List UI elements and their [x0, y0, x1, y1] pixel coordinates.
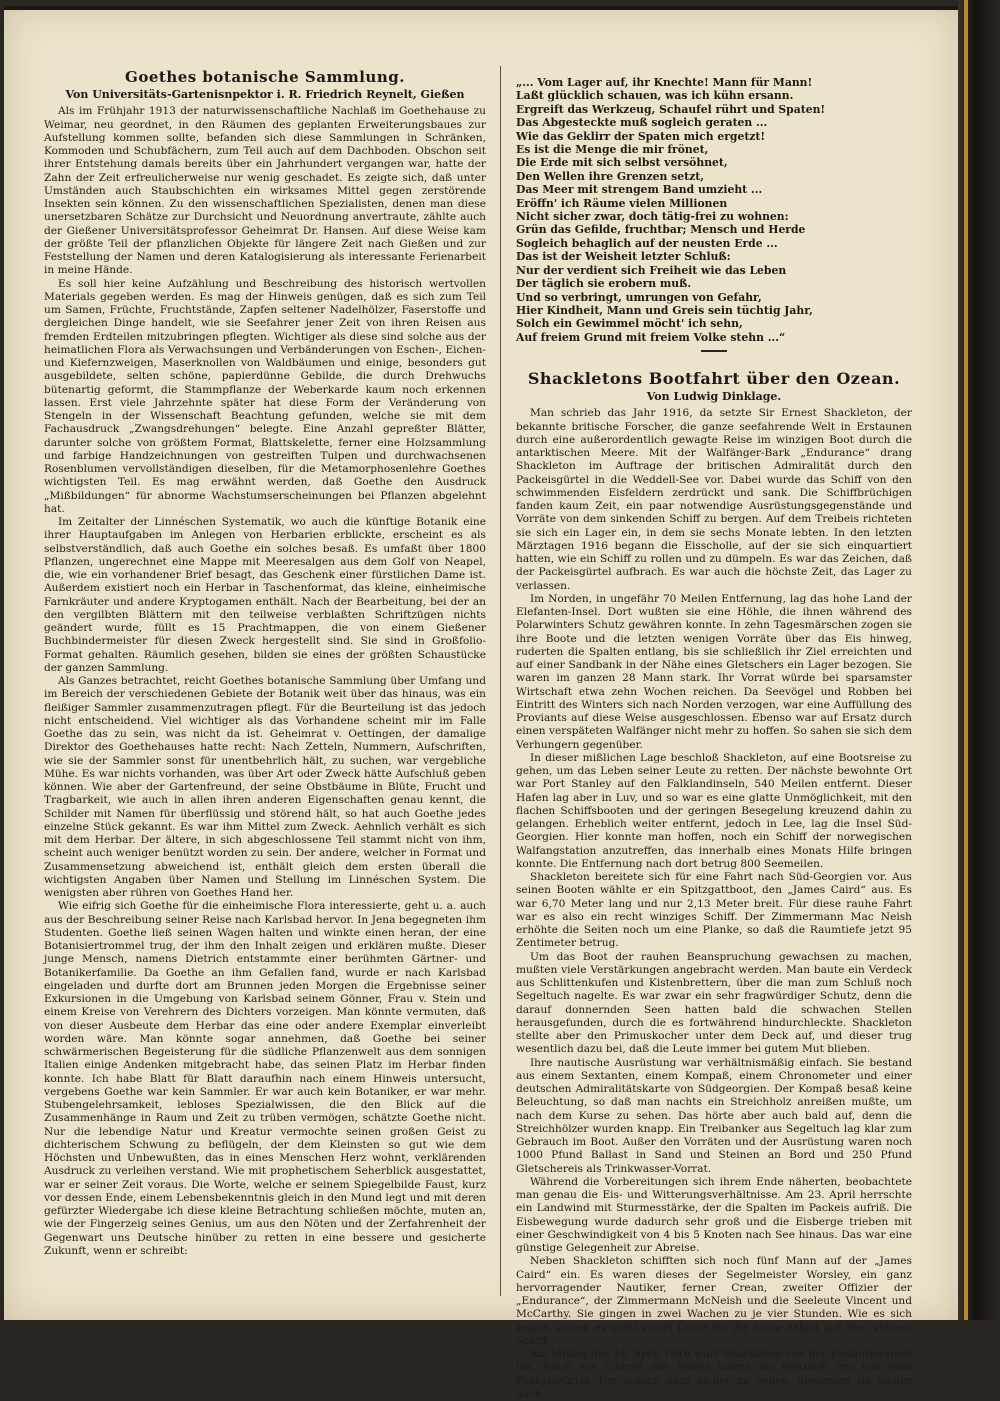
poem-line: Sogleich behaglich auf der neusten Erde ... — [516, 236, 778, 250]
article-title-shackleton: Shackletons Bootfahrt über den Ozean. — [527, 369, 901, 389]
poem-line: Die Erde mit sich selbst versöhnet, — [516, 156, 728, 170]
right-column — [516, 76, 912, 1401]
poem-line: Solch ein Gewimmel möcht' ich sehn, — [516, 317, 743, 331]
paragraph: Als Ganzes betrachtet, reicht Goethes botanische Sammlung über Umfang und im Bereich der verschiedenen Gebiete der Botanik weit über das hinaus, was ein fleißiger Sammler zusammenzutragen pflegt. Für die Beurteilung ist das jedoch nicht entscheidend. Viel wichtiger als das Vorhandene scheint mir im Falle Goethe das zu sein, was nicht da ist. Geheimrat v. Oettingen, der damalige Direktor des Goethehauses hatte recht: Nach Zetteln, Nummern, Aufschriften, wie sie der Sammler sonst für unentbehrlich hält, zu suchen, war vergebliche Mühe. Es war nichts vorhanden, was über Art oder Zweck hätte Aufschluß geben können. Wie aber der Gartenfreund, der seine Obstbäume in Blüte, Frucht und Tragbarkeit, wie auch in allen ihren anderen Eigenschaften genau kennt, die Schilder mit Namen für überflüssig und störend hält, so hat auch Goethe jedes einzelne Stück gekannt. Es war ihm Mittel zum Zweck. Aehnlich verhält es sich mit dem Herbar. Der ältere, in sich abgeschlossene Teil stammt nicht von ihm, scheint auch weniger benützt worden zu sein. Der andere, welcher in Format und Zusammensetzung abweichend ist, enthält gleich dem ersten überall die wichtigsten Angaben über Namen und Stellung im Linnéschen System. Die wenigsten aber rühren von Goethes Hand her. — [44, 675, 486, 899]
section-rule — [701, 350, 727, 352]
paragraph: Als im Frühjahr 1913 der naturwissenschaftliche Nachlaß im Goethehause zu Weimar, neu geordnet, in den Räumen des geplanten Erweiterungsbaues zur Aufstellung kommen sollte, befanden sich diese Sammlungen in Schränken, Kommoden und Schubfächern, zum Teil auch auf dem Dachboden. Obschon seit ihrer Entstehung damals bereits über ein Jahrhundert vergangen war, hatte der Zahn der Zeit erfreulicherweise nur wenig geschadet. Es zeigte sich, daß unter Umständen auch Staubschichten ein wirksames Mittel gegen zerstörende Insekten sein können. Zu den wissenschaftlichen Spezialisten, denen man diese unersetzbaren Schätze zur Durchsicht und Neuordnung anvertraute, zählte auch der Gießener Universitätsprofessor Geheimrat Dr. Hansen. Auf diese Weise kam der größte Teil der pflanzlichen Objekte für längere Zeit nach Gießen und zur Feststellung der Namen und deren Katalogisierung als interessante Ferienarbeit in meine Hände. — [44, 105, 486, 277]
newspaper-page — [4, 6, 958, 1400]
poem-line: Wie das Geklirr der Spaten mich ergetzt! — [516, 129, 766, 143]
poem-line: Auf freiem Grund mit freiem Volke stehn ...“ — [516, 330, 786, 344]
poem-line: Den Wellen ihre Grenzen setzt, — [516, 169, 704, 183]
article-byline-goethe: Von Universitäts-Gartenisnpektor i. R. Friedrich Reynelt, Gießen — [65, 88, 465, 101]
poem-line: „... Vom Lager auf, ihr Knechte! Mann für Mann! — [516, 76, 813, 89]
poem-line: Das Abgesteckte muß sogleich geraten ... — [516, 116, 768, 130]
paragraph: Um das Boot der rauhen Beanspruchung gewachsen zu machen, mußten viele Verstärkungen angebracht werden. Man baute ein Verdeck aus Schlittenkufen und Kistenbrettern, über die man zum Schluß noch Segeltuch nagelte. Es war zwar ein sehr fragwürdiger Schutz, denn die darauf donnernden Seen hatten bald die schwachen Stellen herausgefunden, durch die es fortwährend hindurchleckte. Shackleton stellte aber den Primuskocher unter dem Deck auf, und dieser trug wesentlich dazu bei, daß die Leute immer bei gutem Mut blieben. — [516, 950, 912, 1056]
article-title-goethe: Goethes botanische Sammlung. — [125, 68, 405, 86]
poem-line: Der täglich sie erobern muß. — [516, 277, 692, 291]
poem-line: Nur der verdient sich Freiheit wie das Leben — [516, 263, 787, 277]
poem-line: Das Meer mit strengem Band umzieht ... — [516, 183, 763, 197]
book-spine — [958, 0, 1000, 1320]
paragraph: Im Norden, in ungefähr 70 Meilen Entfernung, lag das hohe Land der Elefanten-Insel. Dort wußten sie eine Höhle, die ihnen während des Polarwinters Schutz gewähren konnte. In zehn Tagesmärschen zogen sie ihre Boote und die letzten wenigen Vorräte über das Eis hinweg, ruderten die Spalten entlang, bis sie schließlich ihr Ziel erreichten und auf einer Sandbank in der Nähe eines Gletschers ein Lager bezogen. Sie waren im ganzen 28 Mann stark. Ihr Vorrat würde bei sparsamster Wirtschaft etwa zehn Wochen reichen. Da Seevögel und Robben bei Eintritt des Winters sich nach Norden verzogen, war eine Auffüllung des Proviants auf diese Weise ausgeschlossen. Ebenso war auf Ersatz durch einen verspäteten Walfänger nicht mehr zu hoffen. So sahen sie sich dem Verhungern gegenüber. — [516, 592, 912, 751]
poem-line: Nicht sicher zwar, doch tätig-frei zu wohnen: — [516, 210, 789, 224]
left-column — [44, 68, 486, 1258]
paragraph: Am Mittag des 24. April 1916 warf Shackleton von der Elefanten-Insel los. Noch vor Eintritt der Nacht waren sie gänzlich frei von dem Packeisgürtel. Um jedoch ganz sicher zu gehen, steuerten sie weiter nach — [516, 1348, 912, 1400]
paragraph: Ihre nautische Ausrüstung war verhältnismäßig einfach. Sie bestand aus einem Sextanten, einem Kompaß, einem Chronometer und einer deutschen Admiralitätskarte von Südgeorgien. Der Kompaß besaß keine Beleuchtung, so daß man nachts ein Streichholz anreißen mußte, um nach dem Kurse zu sehen. Das hörte aber auch bald auf, denn die Streichhölzer wurden knapp. Ein Treibanker aus Segeltuch lag klar zum Gebrauch im Boot. Außer den Vorräten und der Ausrüstung waren noch 1000 Pfund Ballast in Sand und Steinen an Bord und 250 Pfund Gletschereis als Trinkwasser-Vorrat. — [516, 1056, 912, 1175]
poem-line: Hier Kindheit, Mann und Greis sein tüchtig Jahr, — [516, 303, 813, 317]
paragraph: Man schrieb das Jahr 1916, da setzte Sir Ernest Shackleton, der bekannte britische Forscher, die ganze seefahrende Welt in Erstaunen durch eine außerordentlich gewagte Reise im winzigen Boot durch die antarktischen Meere. Mit der Walfänger-Bark „Endurance“ drang Shackleton im Auftrage der britischen Admiralität durch den Packeisgürtel in die Weddell-See vor. Dabei wurde das Schiff von den schwimmenden Eisfeldern zerdrückt und sank. Die Schiffbrüchigen fanden kaum Zeit, ein paar notwendige Ausrüstungsgegenstände und Vorräte von dem sinkenden Schiff zu bergen. Auf dem Treibeis richteten sie sich ein Lager ein, in dem sie sechs Monate lebten. In den letzten Märztagen 1916 begann die Eisscholle, auf der sie sich einquartiert hatten, wie ein Schiff zu rollen und zu dümpeln. Es war das Zeichen, daß der Packeisgürtel aufbrach. Es war auch die höchste Zeit, das Lager zu verlassen. — [516, 407, 912, 592]
poem-line: Und so verbringt, umrungen von Gefahr, — [516, 290, 762, 304]
paragraph: Wie eifrig sich Goethe für die einheimische Flora interessierte, geht u. a. auch aus der Beschreibung seiner Reise nach Karlsbad hervor. In Jena begegneten ihm Studenten. Goethe ließ seinen Wagen halten und winkte einen heran, der eine Botanisiertrommel trug, der ihm den Inhalt zeigen und erklären mußte. Dieser junge Mensch, namens Dietrich entstammte einer berühmten Gärtner- und Botanikerfamilie. Da Goethe an ihm Gefallen fand, wurde er nach Karlsbad eingeladen und durfte dort am Brunnen jeden Morgen die Ergebnisse seiner Exkursionen in die Umgebung von Karlsbad seinem Gönner, Frau v. Stein und einem Kreise von Verehrern des Dichters vorzeigen. Man könnte vermuten, daß von dieser Ausbeute dem Herbar das eine oder andere Exemplar einverleibt worden wäre. Man könnte sogar annehmen, daß Goethe bei seiner schwärmerischen Begeisterung für die südliche Pflanzenwelt aus dem sonnigen Italien einige Andenken mitgebracht habe, das seinen Platz im Herbar finden konnte. Ich habe Blatt für Blatt daraufhin nach einem Hinweis untersucht, vergebens Goethe war kein Sammler. Er war auch kein Botaniker, er war mehr. Stubengelehrsamkeit, lebloses Spezialwissen, die den Blick auf die Zusammenhänge in Raum und Zeit zu trüben vermögen, schätzte Goethe nicht. Nur die lebendige Natur und Kreatur vermochte seinen großen Geist zu dichterischem Schwung zu beflügeln, der dem Kleinsten so gut wie dem Höchsten und Unbewußten, das in eines Menschen Herz wohnt, verklärenden Ausdruck zu verleihen verstand. Wie mit prophetischem Seherblick ausgestattet, war er seiner Zeit voraus. Die Worte, welche er seinem Spiegelbilde Faust, kurz vor dessen Ende, einem Lebensbekenntnis gleich in den Mund legt und mit deren gefürzter Wiedergabe ich diese kleine Betrachtung schließen möchte, muten an, wie der Fingerzeig seines Genius, um aus den Nöten und der Zerfahrenheit der Gegenwart uns Deutsche hinüber zu retten in eine bessere und gesicherte Zukunft, wenn er schreibt: — [44, 900, 486, 1257]
paragraph: In dieser mißlichen Lage beschloß Shackleton, auf eine Bootsreise zu gehen, um das Leben seiner Leute zu retten. Der nächste bewohnte Ort war Port Stanley auf den Falklandinseln, 540 Meilen entfernt. Dieser Hafen lag aber in Luv, und so war es eine glatte Unmöglichkeit, mit den flachen Schiffsbooten und der geringen Besegelung kreuzend dahin zu gelangen. Erheblich weiter entfernt, jedoch in Lee, lag die Insel Süd-Georgien. Hier konnte man hoffen, noch ein Schiff der norwegischen Walfangstation anzutreffen, das innerhalb eines Monats Hilfe bringen konnte. Die Entfernung nach dort betrug 800 Seemeilen. — [516, 751, 912, 870]
paragraph: Im Zeitalter der Linnéschen Systematik, wo auch die künftige Botanik eine ihrer Hauptaufgaben im Anlegen von Herbarien erblickte, erscheint es als selbstverständlich, daß auch Goethe ein solches besaß. Es umfaßt über 1800 Pflanzen, ungerechnet eine Mappe mit Meeresalgen aus dem Golf von Neapel, die, wie ein vorhandener Brief besagt, das Geschenk einer fürstlichen Dame ist. Außerdem existiert noch ein Herbar in Taschenformat, das kleine, einheimische Farnkräuter und andere Kryptogamen enthält. Nach der Bearbeitung, bei der an den vergilbten Blättern mit den teilweise verblaßten Schriftzügen nichts geändert wurde, füllt es 15 Prachtmappen, die von einem Gießener Buchbindermeister für diesen Zweck hergestellt sind. Sie sind in Großfolio-Format gehalten. Räumlich gesehen, bilden sie eines der größten Schaustücke der ganzen Sammlung. — [44, 516, 486, 674]
paragraph: Neben Shackleton schifften sich noch fünf Mann auf der „James Caird“ ein. Es waren dieses der Segelmeister Worsley, ein ganz hervorragender Nautiker, ferner Crean, zweiter Offizier der „Endurance“, der Zimmermann McNeish und die Seeleute Vincent und McCarthy. Sie gingen in zwei Wachen zu je vier Stunden. Wie es sich zeigte, waren es nicht zuviel Leute für die harte Arbeit auf dem kleinen Schiff. — [516, 1255, 912, 1347]
poem-line: Eröffn' ich Räume vielen Millionen — [516, 196, 728, 210]
paragraph: Shackleton bereitete sich für eine Fahrt nach Süd-Georgien vor. Aus seinen Booten wählte er ein Spitzgattboot, den „James Caird“ aus. Es war 6,70 Meter lang und nur 2,13 Meter breit. Für diese rauhe Fahrt war es also ein recht winziges Schiff. Der Zimmermann Mac Neish erhöhte die Seiten noch um eine Planke, so daß die Raumtiefe jetzt 95 Zentimeter betrug. — [516, 871, 912, 950]
paragraph: Während die Vorbereitungen sich ihrem Ende näherten, beobachtete man genau die Eis- und Witterungsverhältnisse. Am 23. April herrschte ein Landwind mit Sturmesstärke, der die Spalten im Packeis aufriß. Die Eisbewegung wurde dadurch sehr groß und die Eisberge trieben mit einer Geschwindigkeit von 4 bis 5 Knoten nach See hinaus. Das war eine günstige Gelegenheit zur Abreise. — [516, 1175, 912, 1255]
column-divider — [500, 66, 501, 1296]
poem-line: Es ist die Menge die mir frönet, — [516, 143, 709, 157]
faust-quote — [516, 76, 912, 344]
article-byline-shackleton: Von Ludwig Dinklage. — [646, 390, 782, 404]
paragraph: Es soll hier keine Aufzählung und Beschreibung des historisch wertvollen Materials gegeben werden. Es mag der Hinweis genügen, daß es sich zum Teil um Samen, Früchte, Fruchtstände, Zapfen seltener Nadelhölzer, Faserstoffe und dergleichen Dinge handelt, wie sie Seefahrer jener Zeit von ihren Reisen aus fremden Erdteilen mitzubringen pflegten. Wichtiger als diese sind solche aus der heimatlichen Flora als Verwachsungen und Verbänderungen von Eschen-, Eichen- und Kiefernzweigen, Maserknollen von Waldbäumen und einige, besonders gut ausgebildete, selten schöne, papierdünne Gebilde, die durch Drehwuchs bütenartig geformt, die Stammpflanze der Weberkarde kaum noch erkennen lassen. Erst viele Jahrzehnte später hat diese Form der Veränderung von Stengeln in der Wissenschaft Beachtung gefunden, welche sie mit dem Fachausdruck „Zwangsdrehungen“ belegte. Eine Anzahl gepreßter Blätter, darunter solche von größtem Format, Blattskelette, ferner eine Holzsammlung und farbige Handzeichnungen von gestreiften Tulpen und durchwachsenen Rosenblumen vervollständigen dieselben, für die Metamorphosenlehre Goethes wichtigsten Teil. Es mag erwähnt werden, daß Goethe den Ausdruck „Mißbildungen“ für abnorme Wachstumserscheinungen bei Pflanzen abgelehnt hat. — [44, 277, 486, 515]
poem-line: Ergreift das Werkzeug, Schaufel rührt und Spaten! — [516, 102, 826, 116]
poem-line: Laßt glücklich schauen, was ich kühn ersann. — [516, 89, 794, 103]
poem-line: Das ist der Weisheit letzter Schluß: — [516, 250, 731, 264]
poem-line: Grün das Gefilde, fruchtbar; Mensch und Herde — [516, 223, 806, 237]
